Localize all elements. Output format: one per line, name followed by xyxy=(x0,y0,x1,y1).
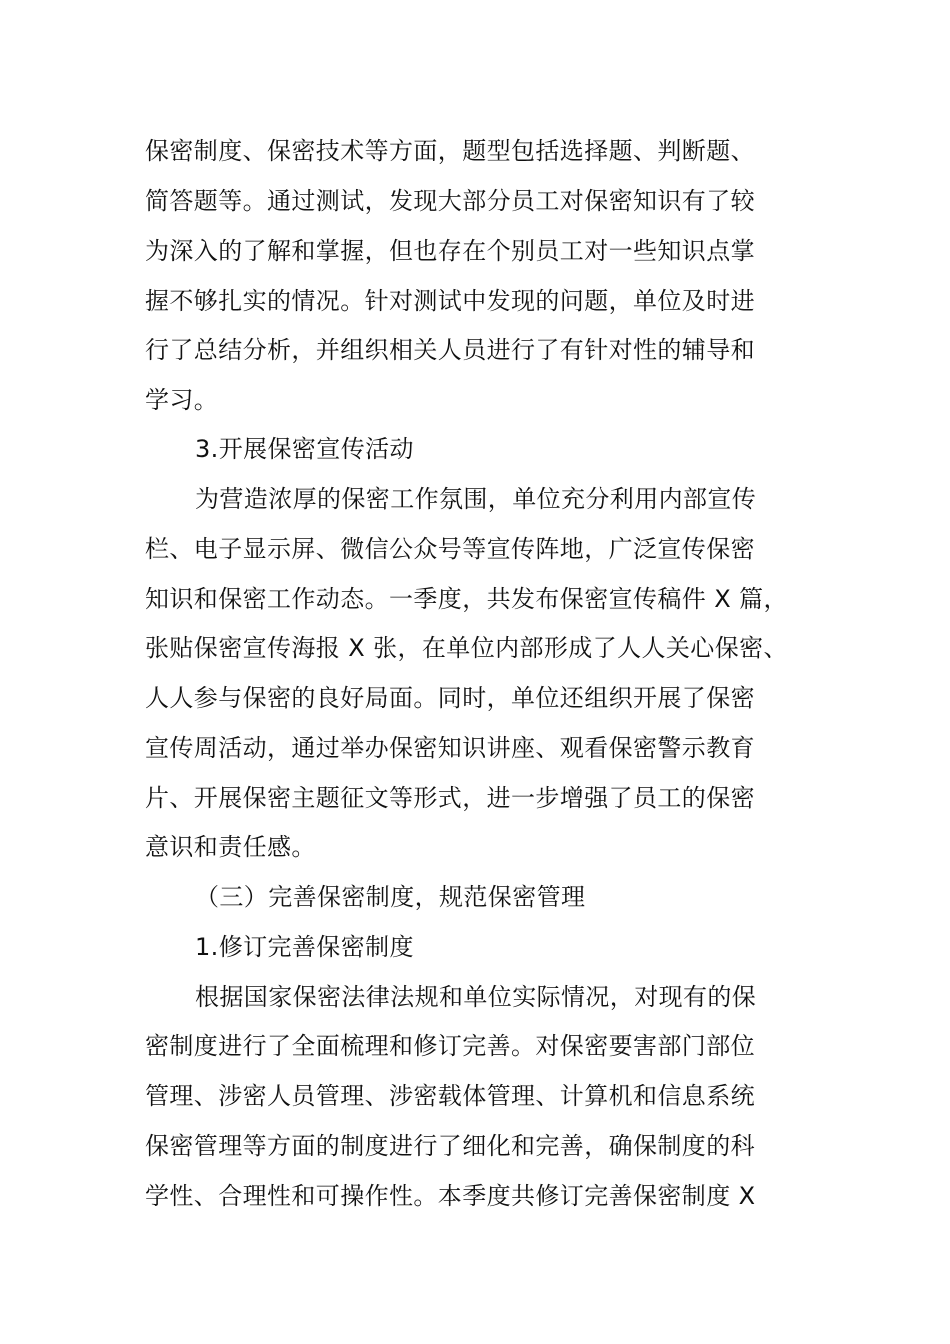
text-line: 学性、合理性和可操作性。本季度共修订完善保密制度 X xyxy=(145,1182,756,1210)
text-line: 意识和责任感。 xyxy=(145,833,316,861)
text-line: 保密制度、保密技术等方面，题型包括选择题、判断题、 xyxy=(145,137,755,165)
text-line: 根据国家保密法律法规和单位实际情况，对现有的保 xyxy=(195,983,757,1011)
text-line: 保密管理等方面的制度进行了细化和完善，确保制度的科 xyxy=(145,1132,755,1160)
text-line: 握不够扎实的情况。针对测试中发现的问题，单位及时进 xyxy=(145,287,755,315)
text-line: 密制度进行了全面梳理和修订完善。对保密要害部门部位 xyxy=(145,1032,755,1060)
text-line: 为深入的了解和掌握，但也存在个别员工对一些知识点掌 xyxy=(145,237,755,265)
text-line: 知识和保密工作动态。一季度，共发布保密宣传稿件 X 篇， xyxy=(145,585,788,613)
text-line: 张贴保密宣传海报 X 张，在单位内部形成了人人关心保密、 xyxy=(145,634,788,662)
section-heading: （三）完善保密制度，规范保密管理 xyxy=(195,883,586,911)
text-line: 片、开展保密主题征文等形式，进一步增强了员工的保密 xyxy=(145,784,755,812)
text-line: 行了总结分析，并组织相关人员进行了有针对性的辅导和 xyxy=(145,336,755,364)
text-line: 为营造浓厚的保密工作氛围，单位充分利用内部宣传 xyxy=(195,485,757,513)
section-heading: 1.修订完善保密制度 xyxy=(195,933,414,961)
section-heading: 3.开展保密宣传活动 xyxy=(195,435,414,463)
text-line: 学习。 xyxy=(145,386,219,414)
text-line: 简答题等。通过测试，发现大部分员工对保密知识有了较 xyxy=(145,187,755,215)
text-line: 管理、涉密人员管理、涉密载体管理、计算机和信息系统 xyxy=(145,1082,755,1110)
text-line: 宣传周活动，通过举办保密知识讲座、观看保密警示教育 xyxy=(145,734,755,762)
text-line: 人人参与保密的良好局面。同时，单位还组织开展了保密 xyxy=(145,684,755,712)
text-line: 栏、电子显示屏、微信公众号等宣传阵地，广泛宣传保密 xyxy=(145,535,755,563)
